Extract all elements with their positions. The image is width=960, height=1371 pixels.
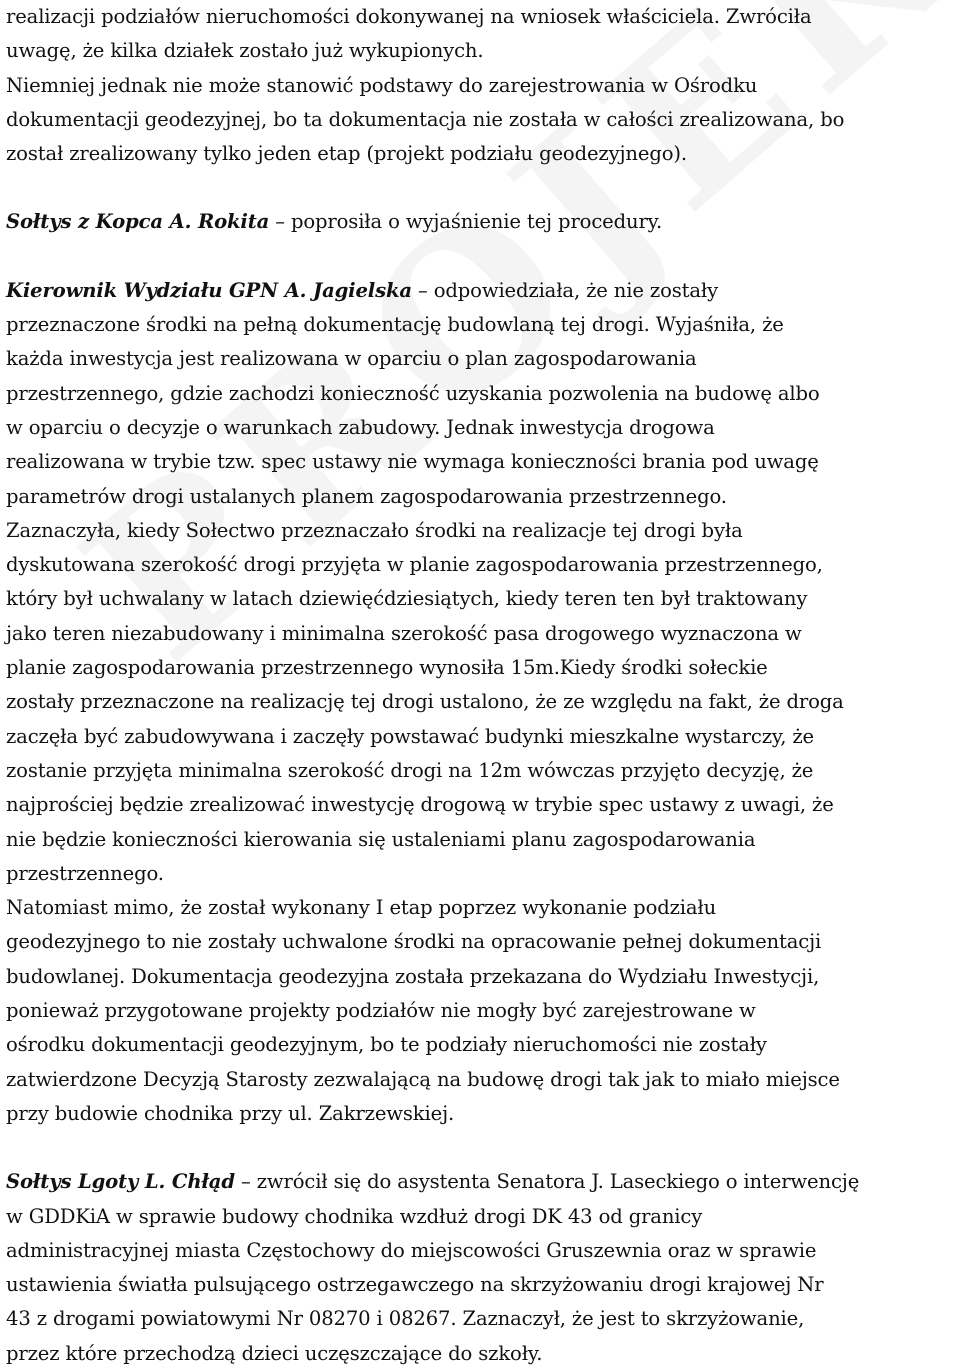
- text-line: [6, 205, 946, 239]
- text-line: został zrealizowany tylko jeden etap (projekt podziału geodezyjnego).: [6, 142, 687, 166]
- text-line: [6, 1165, 946, 1199]
- paragraph-top: [6, 0, 946, 171]
- text-line: każda inwestycja jest realizowana w oparciu o plan zagospodarowania: [6, 347, 697, 371]
- paragraph-gap: [6, 171, 946, 205]
- text-line: ośrodku dokumentacji geodezyjnym, bo te podziały nieruchomości nie zostały: [6, 1033, 767, 1057]
- text-line: przy budowie chodnika przy ul. Zakrzewskiej.: [6, 1101, 455, 1125]
- text-line: uwagę, że kilka działek zostało już wykupionych.: [6, 39, 484, 63]
- text-line: realizowana w trybie tzw. spec ustawy nie wymaga konieczności brania pod uwagę: [6, 450, 819, 474]
- text-line: zatwierdzone Decyzją Starosty zezwalającą na budowę drogi tak jak to miało miejsce: [6, 1067, 840, 1091]
- paragraph-soltys-kopca: [6, 205, 946, 239]
- text-line: zaczęła być zabudowywana i zaczęły powstawać budynki mieszkalne wystarczy, że: [6, 724, 814, 748]
- text-line: przeznaczone środki na pełną dokumentację budowlaną tej drogi. Wyjaśniła, że: [6, 313, 784, 337]
- text-line: budowlanej. Dokumentacja geodezyjna została przekazana do Wydziału Inwestycji,: [6, 964, 820, 988]
- speaker-name: Kierownik Wydziału GPN A. Jagielska: [6, 278, 412, 302]
- text-line: dokumentacji geodezyjnej, bo ta dokumentacja nie została w całości zrealizowana, bo: [6, 107, 845, 131]
- text-line: ustawienia światła pulsującego ostrzegawczego na skrzyżowaniu drogi krajowej Nr: [6, 1273, 824, 1297]
- speaker-name: Sołtys z Kopca A. Rokita: [6, 210, 270, 234]
- text-line: [6, 274, 946, 308]
- speaker-text: – zwrócił się do asystenta Senatora J. Laseckiego o interwencję: [234, 1170, 860, 1194]
- text-line: przestrzennego, gdzie zachodzi konieczność uzyskania pozwolenia na budowę albo: [6, 381, 820, 405]
- text-line: w oparciu o decyzje o warunkach zabudowy. Jednak inwestycja drogowa: [6, 415, 715, 439]
- text-line: jako teren niezabudowany i minimalna szerokość pasa drogowego wyznaczona w: [6, 621, 802, 645]
- speaker-text: – poprosiła o wyjaśnienie tej procedury.: [269, 210, 663, 234]
- paragraph-kierownik: [6, 274, 946, 1131]
- text-line: geodezyjnego to nie zostały uchwalone środki na opracowanie pełnej dokumentacji: [6, 930, 822, 954]
- text-line: dyskutowana szerokość drogi przyjęta w planie zagospodarowania przestrzennego,: [6, 553, 823, 577]
- text-line: nie będzie konieczności kierowania się ustaleniami planu zagospodarowania: [6, 827, 756, 851]
- paragraph-gap: [6, 1131, 946, 1165]
- text-line: ponieważ przygotowane projekty podziałów nie mogły być zarejestrowane w: [6, 999, 756, 1023]
- text-line: administracyjnej miasta Częstochowy do miejscowości Gruszewnia oraz w sprawie: [6, 1238, 817, 1262]
- document-body: [6, 0, 946, 1371]
- speaker-text: – odpowiedziała, że nie zostały: [411, 278, 719, 302]
- text-line: Zaznaczyła, kiedy Sołectwo przeznaczało środki na realizacje tej drogi była: [6, 518, 743, 542]
- text-line: przestrzennego.: [6, 861, 164, 885]
- paragraph-gap: [6, 240, 946, 274]
- text-line: który był uchwalany w latach dziewięćdziesiątych, kiedy teren ten był traktowany: [6, 587, 808, 611]
- text-line: Natomiast mimo, że został wykonany I etap poprzez wykonanie podziału: [6, 896, 717, 920]
- text-line: zostanie przyjęta minimalna szerokość drogi na 12m wówczas przyjęto decyzję, że: [6, 758, 814, 782]
- text-line: parametrów drogi ustalanych planem zagospodarowania przestrzennego.: [6, 484, 727, 508]
- text-line: realizacji podziałów nieruchomości dokonywanej na wniosek właściciela. Zwróciła: [6, 5, 812, 28]
- speaker-name: Sołtys Lgoty L. Chłąd: [6, 1170, 235, 1194]
- text-line: przez które przechodzą dzieci uczęszczające do szkoły.: [6, 1341, 543, 1365]
- text-line: Niemniej jednak nie może stanowić podstawy do zarejestrowania w Ośrodku: [6, 73, 758, 97]
- text-line: 43 z drogami powiatowymi Nr 08270 i 08267. Zaznaczył, że jest to skrzyżowanie,: [6, 1307, 805, 1331]
- text-line: w GDDKiA w sprawie budowy chodnika wzdłuż drogi DK 43 od granicy: [6, 1204, 703, 1228]
- paragraph-soltys-lgoty: [6, 1165, 946, 1371]
- text-line: najprościej będzie zrealizować inwestycję drogową w trybie spec ustawy z uwagi, że: [6, 793, 834, 817]
- text-line: zostały przeznaczone na realizację tej drogi ustalono, że ze względu na fakt, że droga: [6, 690, 844, 714]
- text-line: planie zagospodarowania przestrzennego wynosiła 15m.Kiedy środki sołeckie: [6, 656, 768, 680]
